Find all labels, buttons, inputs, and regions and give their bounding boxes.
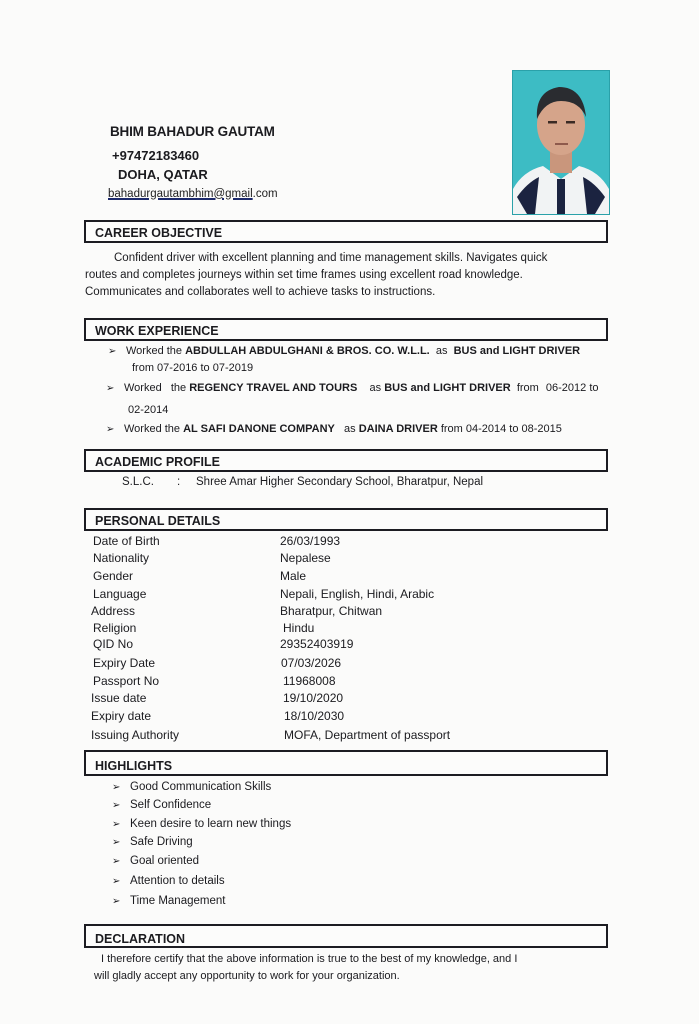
profile-photo <box>512 70 610 215</box>
academic-institution: Shree Amar Higher Secondary School, Bharatpur, Nepal <box>196 476 484 488</box>
work-prefix: Worked the <box>126 345 186 357</box>
work-as: as <box>429 345 454 357</box>
personal-detail-label: Issue date <box>91 691 147 705</box>
arrowhead-bullet-icon: ➢ <box>112 800 121 811</box>
highlight-item <box>112 895 225 907</box>
personal-detail-label: Expiry Date <box>93 656 156 670</box>
highlight-item <box>112 836 193 848</box>
career-objective-line-1: Confident driver with excellent planning and time management skills. Navigates quick <box>114 252 548 264</box>
highlight-text: Goal oriented <box>130 855 200 867</box>
declaration-line-1: I therefore certify that the above information is true to the best of my knowledge, and I <box>101 953 518 965</box>
personal-detail-value: 07/03/2026 <box>281 656 342 670</box>
personal-detail-value: 11968008 <box>283 674 336 688</box>
work-company: AL SAFI DANONE COMPANY <box>183 423 335 435</box>
personal-detail-label: Expiry date <box>91 709 152 723</box>
highlight-item <box>112 875 225 887</box>
personal-detail-value: Male <box>280 569 307 583</box>
personal-detail-label: Religion <box>93 621 137 635</box>
candidate-name: BHIM BAHADUR GAUTAM <box>110 124 275 139</box>
work-prefix: Worked the <box>124 382 190 394</box>
email-address[interactable] <box>108 188 278 200</box>
location: DOHA, QATAR <box>118 167 208 182</box>
personal-detail-label: Language <box>93 587 147 601</box>
work-start: 06-2012 to <box>545 382 599 394</box>
highlight-item <box>112 818 291 830</box>
personal-detail-label: Gender <box>93 569 134 583</box>
personal-detail-label: Passport No <box>93 674 160 688</box>
academic-qualification: S.L.C. <box>122 476 154 488</box>
personal-detail-label: Nationality <box>93 551 150 565</box>
personal-detail-value: Hindu <box>283 621 315 635</box>
work-item <box>106 423 562 435</box>
work-prefix: Worked the <box>124 423 184 435</box>
highlight-item <box>112 781 271 793</box>
arrowhead-bullet-icon: ➢ <box>112 782 121 793</box>
email-user[interactable]: bahadurgautambhim@gmail <box>108 188 253 200</box>
section-header-academic-profile: ACADEMIC PROFILE <box>84 449 608 472</box>
highlight-text: Attention to details <box>130 875 225 887</box>
personal-detail-value: 19/10/2020 <box>283 691 344 705</box>
highlight-text: Self Confidence <box>130 799 212 811</box>
highlight-item <box>112 855 199 867</box>
highlight-text: Good Communication Skills <box>130 781 272 793</box>
work-period: 02-2014 <box>128 404 169 416</box>
section-header-work-experience: WORK EXPERIENCE <box>84 318 608 341</box>
personal-detail-label: Address <box>91 604 136 618</box>
personal-detail-value: Bharatpur, Chitwan <box>280 604 383 618</box>
career-objective-line-3: Communicates and collaborates well to achieve tasks to instructions. <box>85 286 436 298</box>
academic-separator: : <box>177 476 181 488</box>
work-role: BUS and LIGHT DRIVER <box>384 382 511 394</box>
work-role: DAINA DRIVER <box>358 423 438 435</box>
personal-detail-value: 18/10/2030 <box>284 709 345 723</box>
career-objective-line-2: routes and completes journeys within set time frames using excellent road knowledge. <box>85 269 523 281</box>
arrowhead-bullet-icon: ➢ <box>112 896 121 907</box>
section-header-career-objective: CAREER OBJECTIVE <box>84 220 608 243</box>
work-company: ABDULLAH ABDULGHANI & BROS. CO. W.L.L. <box>185 345 430 357</box>
work-as: as <box>334 423 359 435</box>
work-item <box>106 382 599 394</box>
personal-detail-label: Date of Birth <box>93 534 160 548</box>
arrowhead-bullet-icon: ➢ <box>106 383 115 394</box>
work-as: as <box>357 382 385 394</box>
work-from: from <box>510 382 542 394</box>
highlight-text: Keen desire to learn new things <box>130 818 292 830</box>
arrowhead-bullet-icon: ➢ <box>112 819 121 830</box>
arrowhead-bullet-icon: ➢ <box>112 837 121 848</box>
personal-detail-value: 29352403919 <box>280 637 354 651</box>
highlight-item <box>112 799 211 811</box>
work-period-inline: from 04-2014 to 08-2015 <box>437 423 562 435</box>
arrowhead-bullet-icon: ➢ <box>106 424 115 435</box>
section-header-personal-details: PERSONAL DETAILS <box>84 508 608 531</box>
work-company: REGENCY TRAVEL AND TOURS <box>189 382 358 394</box>
work-item <box>108 345 580 357</box>
portrait-illustration <box>513 71 609 214</box>
personal-detail-label: QID No <box>93 637 134 651</box>
declaration-line-2: will gladly accept any opportunity to work for your organization. <box>94 970 400 982</box>
personal-detail-value: Nepalese <box>280 551 331 565</box>
personal-detail-value: Nepali, English, Hindi, Arabic <box>280 587 435 601</box>
work-role: BUS and LIGHT DRIVER <box>453 345 581 357</box>
personal-detail-label: Issuing Authority <box>91 728 180 742</box>
email-tld: .com <box>252 188 278 200</box>
personal-detail-value: MOFA, Department of passport <box>284 728 451 742</box>
highlight-text: Time Management <box>130 895 226 907</box>
section-header-declaration: DECLARATION <box>84 924 608 948</box>
personal-detail-value: 26/03/1993 <box>280 534 341 548</box>
arrowhead-bullet-icon: ➢ <box>112 856 121 867</box>
work-period: from 07-2016 to 07-2019 <box>132 362 254 374</box>
phone-number: +97472183460 <box>112 148 200 163</box>
highlight-text: Safe Driving <box>130 836 193 848</box>
arrowhead-bullet-icon: ➢ <box>108 346 117 357</box>
arrowhead-bullet-icon: ➢ <box>112 876 121 887</box>
section-header-highlights: HIGHLIGHTS <box>84 750 608 776</box>
